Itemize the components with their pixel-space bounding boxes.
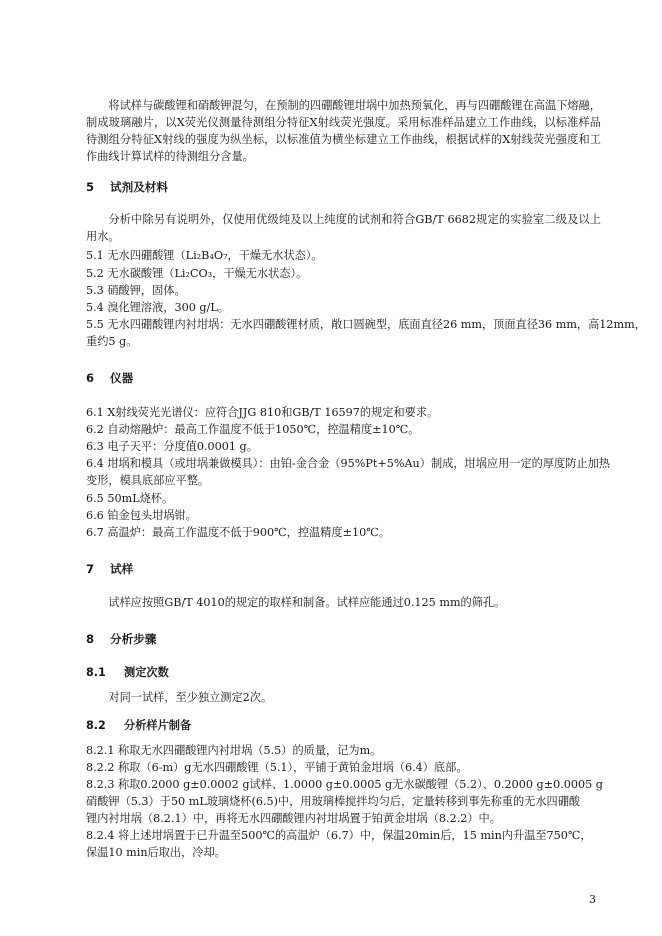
reagent-item: 5.3 硝酸钾，固体。 xyxy=(86,284,186,297)
reagent-item-line: 5.5 无水四硼酸锂内衬坩埚：无水四硼酸锂材质，敞口圆碗型，底面直径26 mm，顶面直径36 mm，高12mm， xyxy=(86,318,646,331)
procedure-step-line: 保温10 min后取出，冷却。 xyxy=(86,846,226,859)
subsection-8-1-heading xyxy=(86,664,601,681)
instrument-item-line: 6.4 坩埚和模具（或坩埚兼做模具）：由铂-金合金（95%Pt+5%Au）制成，坩埚应用一定的厚度防止加热 xyxy=(86,457,610,470)
instrument-item: 6.2 自动熔融炉：最高工作温度不低于1050℃，控温精度±10℃。 xyxy=(86,423,420,436)
subsection-title: 测定次数 xyxy=(124,666,169,679)
subsection-number: 8.1 xyxy=(86,666,106,679)
section-number: 6 xyxy=(86,371,95,385)
section-5-intro: 分析中除另有说明外，仅使用优级纯及以上纯度的试剂和符合GB/T 6682规定的实验室二级及以上用水。 xyxy=(86,213,601,243)
instrument-item-line: 变形，模具底部应平整。 xyxy=(86,474,210,487)
subsection-title: 分析样片制备 xyxy=(124,719,192,732)
instrument-item: 6.7 高温炉：最高工作温度不低于900℃，控温精度±10℃。 xyxy=(86,526,390,539)
instrument-item: 6.6 铂金包头坩埚钳。 xyxy=(86,509,197,522)
reagent-item: 5.2 无水碳酸锂（Li₂CO₃，干燥无水状态）。 xyxy=(86,267,308,280)
section-7-heading xyxy=(86,561,601,578)
section-number: 5 xyxy=(86,180,95,194)
procedure-step: 8.2.2 称取（6-m）g无水四硼酸锂（5.1），平铺于黄铂金坩埚（6.4）底部。 xyxy=(86,761,468,774)
measurement-count-text: 对同一试样，至少独立测定2次。 xyxy=(108,691,273,704)
section-5-heading xyxy=(86,179,601,196)
section-6-heading xyxy=(86,370,601,387)
instrument-item: 6.3 电子天平：分度值0.0001 g。 xyxy=(86,440,258,453)
section-8-heading xyxy=(86,631,601,648)
procedure-step: 8.2.1 称取无水四硼酸锂内衬坩埚（5.5）的质量，记为m。 xyxy=(86,744,382,757)
page-number: 3 xyxy=(589,893,596,906)
section-title: 试样 xyxy=(110,562,134,576)
procedure-step-line: 8.2.4 将上述坩埚置于已升温至500℃的高温炉（6.7）中，保温20min后，15 min内升温至750℃， xyxy=(86,829,592,842)
intro-paragraph: 将试样与碳酸锂和硝酸钾混匀，在预制的四硼酸锂坩埚中加热预氧化，再与四硼酸锂在高温下熔融，制成玻璃融片，以X荧光仪测量待测组分特征X射线荧光强度。采用标准样品建立工作曲线，以标准样品待测组分特征X射线的强度为纵坐标，以标准值为横坐标建立工作曲线，根据试样的X射线荧光强度和工作曲线计算试样的待测组分含量。 xyxy=(86,99,601,163)
section-title: 试剂及材料 xyxy=(110,180,168,194)
procedure-step-line: 硝酸钾（5.3）于50 mL玻璃烧杯(6.5)中，用玻璃棒搅拌均匀后，定量转移到事先称重的无水四硼酸 xyxy=(86,795,581,808)
subsection-number: 8.2 xyxy=(86,719,106,732)
section-title: 分析步骤 xyxy=(110,632,157,646)
reagent-item: 5.4 溴化锂溶液，300 g/L。 xyxy=(86,301,229,314)
procedure-step-line: 8.2.3 称取0.2000 g±0.0002 g试样、1.0000 g±0.0005 g无水碳酸锂（5.2）、0.2000 g±0.0005 g xyxy=(86,778,603,791)
subsection-8-2-heading xyxy=(86,717,601,734)
procedure-step-line: 锂内衬坩埚（8.2.1）中，再将无水四硼酸锂内衬坩埚置于铂黄金坩埚（8.2.2）中。 xyxy=(86,812,501,825)
section-number: 8 xyxy=(86,632,95,646)
section-number: 7 xyxy=(86,562,95,576)
reagent-item-line: 重约5 g。 xyxy=(86,335,138,348)
reagent-item: 5.1 无水四硼酸锂（Li₂B₄O₇，干燥无水状态）。 xyxy=(86,249,323,262)
instrument-item: 6.1 X射线荧光光谱仪：应符合JJG 810和GB/T 16597的规定和要求。 xyxy=(86,406,439,419)
sample-paragraph: 试样应按照GB/T 4010的规定的取样和制备。试样应能通过0.125 mm的筛孔。 xyxy=(108,596,506,609)
section-title: 仪器 xyxy=(110,371,134,385)
instrument-item: 6.5 50mL烧杯。 xyxy=(86,492,174,505)
